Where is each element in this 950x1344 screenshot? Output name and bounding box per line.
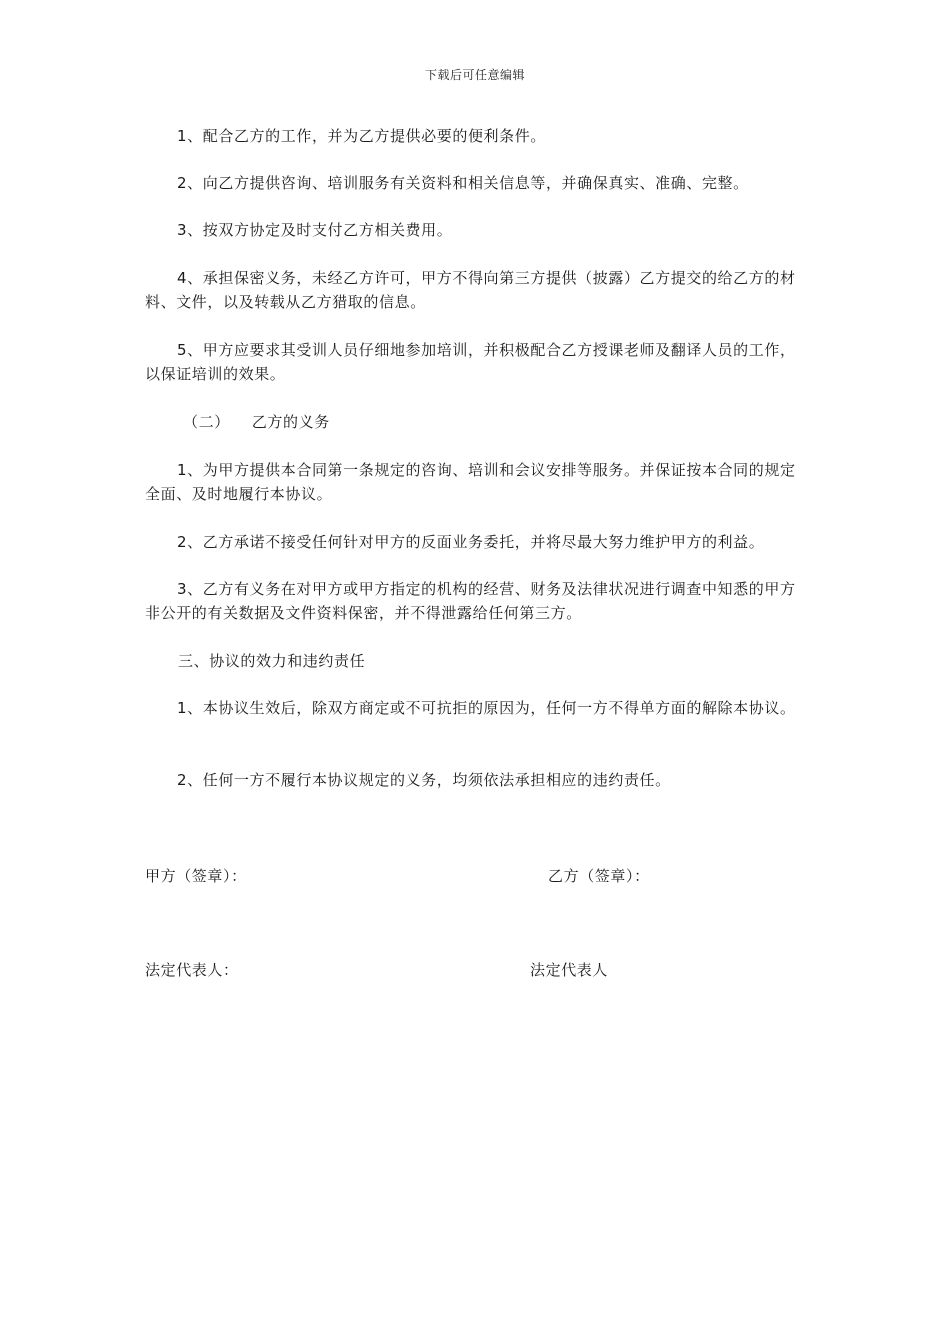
liability-clause-2: 2、任何一方不履行本协议规定的义务，均须依法承担相应的违约责任。 <box>177 771 671 789</box>
party-b-duty-3: 3、乙方有义务在对甲方或甲方指定的机构的经营、财务及法律状况进行调查中知悉的甲方非公开的有关数据及文件资料保密，并不得泄露给任何第三方。 <box>145 580 796 622</box>
party-b-representative-label: 法定代表人 <box>530 961 609 979</box>
party-b-signature-label: 乙方（签章）： <box>548 867 650 885</box>
section-heading-party-b <box>183 410 330 434</box>
liability-clause-1: 1、本协议生效后，除双方商定或不可抗拒的原因为，任何一方不得单方面的解除本协议。 <box>177 699 796 717</box>
section-heading-liability: 三、协议的效力和违约责任 <box>178 652 366 670</box>
section-title: 乙方的义务 <box>251 413 330 431</box>
page-header: 下载后可任意编辑 <box>424 68 525 82</box>
party-a-duty-5: 5、甲方应要求其受训人员仔细地参加培训，并积极配合乙方授课老师及翻译人员的工作，以保证培训的效果。 <box>145 341 796 383</box>
party-a-representative-label: 法定代表人： <box>145 961 239 979</box>
party-a-duty-1: 1、配合乙方的工作，并为乙方提供必要的便利条件。 <box>177 127 546 145</box>
party-b-duty-2: 2、乙方承诺不接受任何针对甲方的反面业务委托，并将尽最大努力维护甲方的利益。 <box>177 533 765 551</box>
party-a-duty-2: 2、向乙方提供咨询、培训服务有关资料和相关信息等，并确保真实、准确、完整。 <box>177 174 749 192</box>
party-a-signature-label: 甲方（签章）： <box>145 867 247 885</box>
party-a-duty-4: 4、承担保密义务，未经乙方许可，甲方不得向第三方提供（披露）乙方提交的给乙方的材料、文件，以及转载从乙方猎取的信息。 <box>145 269 796 311</box>
party-a-duty-3: 3、按双方协定及时支付乙方相关费用。 <box>177 221 453 239</box>
section-number: （二） <box>183 413 230 431</box>
party-b-duty-1: 1、为甲方提供本合同第一条规定的咨询、培训和会议安排等服务。并保证按本合同的规定全面、及时地履行本协议。 <box>145 461 796 503</box>
